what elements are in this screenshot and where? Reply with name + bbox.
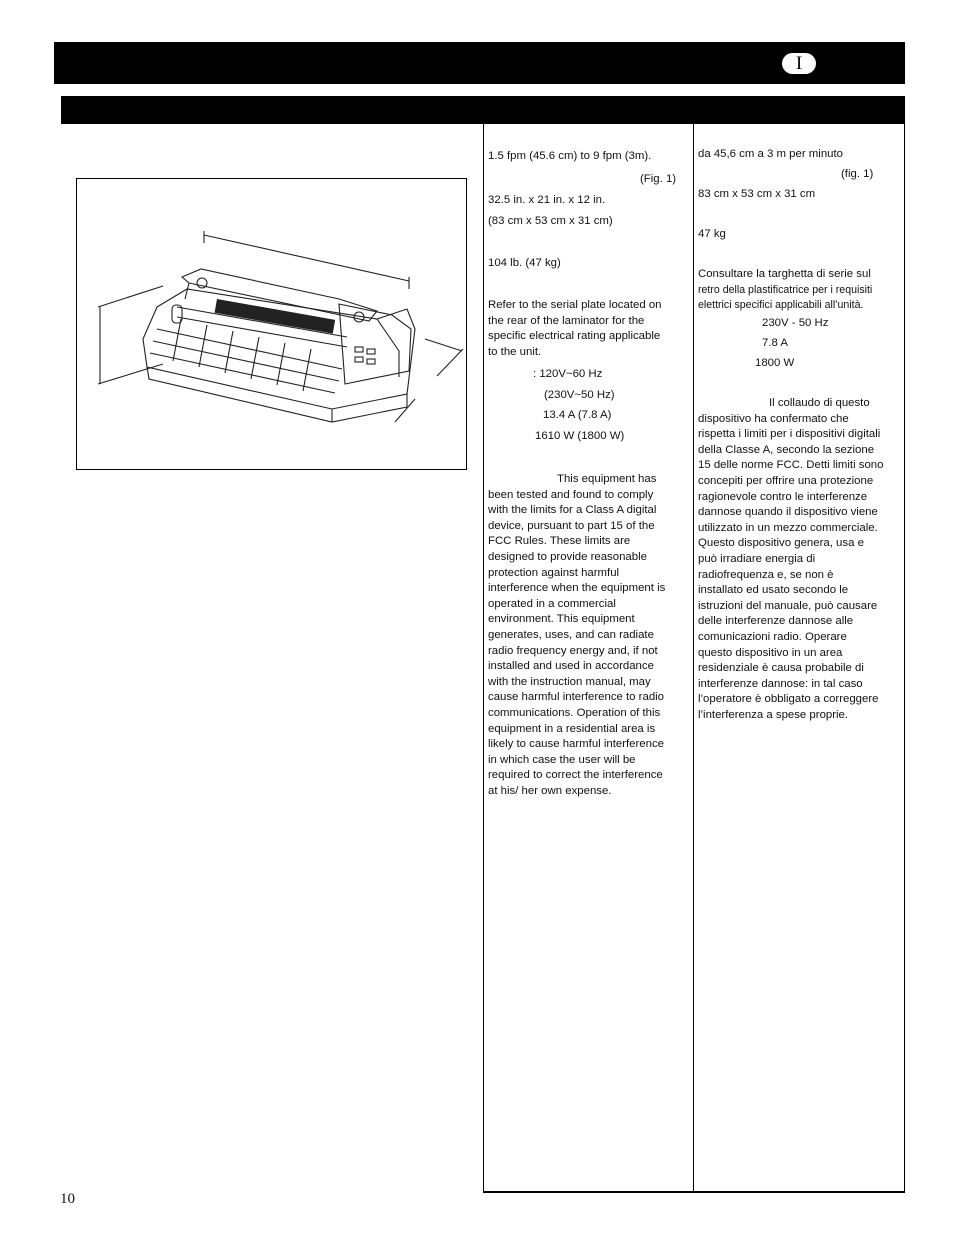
laminator-figure — [76, 178, 467, 470]
fcc-text-en: This equipment has been tested and found to comply with the limits for a Class A digital device, pursuant to part 15 of the FCC Rules. These limits are designed to provide reasonable protection against harmful interference when the equipment is operated in a commercial environment. This equipment generates, uses, and can radiate radio frequency energy and, if not installed and used in accordance with the instruction manual, may cause harmful interference to radio communications. Operation of this equipment in a residential area is likely to cause harmful interference in which case the user will be required to correct the interference at his/ her own expense. — [488, 473, 666, 797]
column-divider — [693, 124, 694, 1191]
voltage-alt-en: (230V~50 Hz) — [544, 389, 615, 401]
laminator-illustration — [77, 179, 468, 471]
weight-en: 104 lb. (47 kg) — [488, 257, 561, 269]
weight-it: 47 kg — [698, 228, 726, 240]
fig-ref-it: (fig. 1) — [841, 168, 874, 180]
current-it: 7.8 A — [762, 337, 788, 349]
header-bar — [54, 42, 905, 84]
page-number: 10 — [60, 1191, 75, 1207]
section-title-bar — [61, 96, 905, 124]
language-badge: I — [782, 53, 816, 74]
rating-text-it: Consultare la targhetta di serie sul retro della plastificatrice per i requisiti elettrici specifici applicabili all’unità. — [698, 268, 873, 312]
current-en: 13.4 A (7.8 A) — [543, 409, 612, 421]
dims-cm-en: (83 cm x 53 cm x 31 cm) — [488, 215, 613, 227]
power-en: 1610 W (1800 W) — [535, 430, 625, 442]
rating-text-en: Refer to the serial plate located on the rear of the laminator for the specific electrical rating applicable to the unit. — [488, 299, 662, 358]
voltage-en: : 120V~60 Hz — [533, 368, 603, 380]
power-it: 1800 W — [755, 357, 795, 369]
dims-it: 83 cm x 53 cm x 31 cm — [698, 188, 816, 200]
speed-en: 1.5 fpm (45.6 cm) to 9 fpm (3m). — [488, 150, 652, 162]
fcc-text-it: Il collaudo di questo dispositivo ha confermato che rispetta i limiti per i dispositivi digitali della Classe A, secondo la sezione 15 delle norme FCC. Detti limiti sono concepiti per offrire una protezione ragionevole contro le interferenze dannose quando il dispositivo viene utilizzato in un mezzo commerciale. Questo dispositivo genera, usa e può irradiare energia di radiofrequenza e, se non è installato ed usato secondo le istruzioni del manuale, può causare delle interferenze dannose alle comunicazioni radio. Operare questo dispositivo in un area residenziale è causa probabile di interferenze dannose: in tal caso l’operatore è obbligato a correggere l’interferenza a spese proprie. — [698, 397, 884, 721]
voltage-it: 230V - 50 Hz — [762, 317, 829, 329]
speed-it: da 45,6 cm a 3 m per minuto — [698, 148, 843, 160]
fig-ref-en: (Fig. 1) — [640, 173, 677, 185]
dims-in-en: 32.5 in. x 21 in. x 12 in. — [488, 194, 606, 206]
